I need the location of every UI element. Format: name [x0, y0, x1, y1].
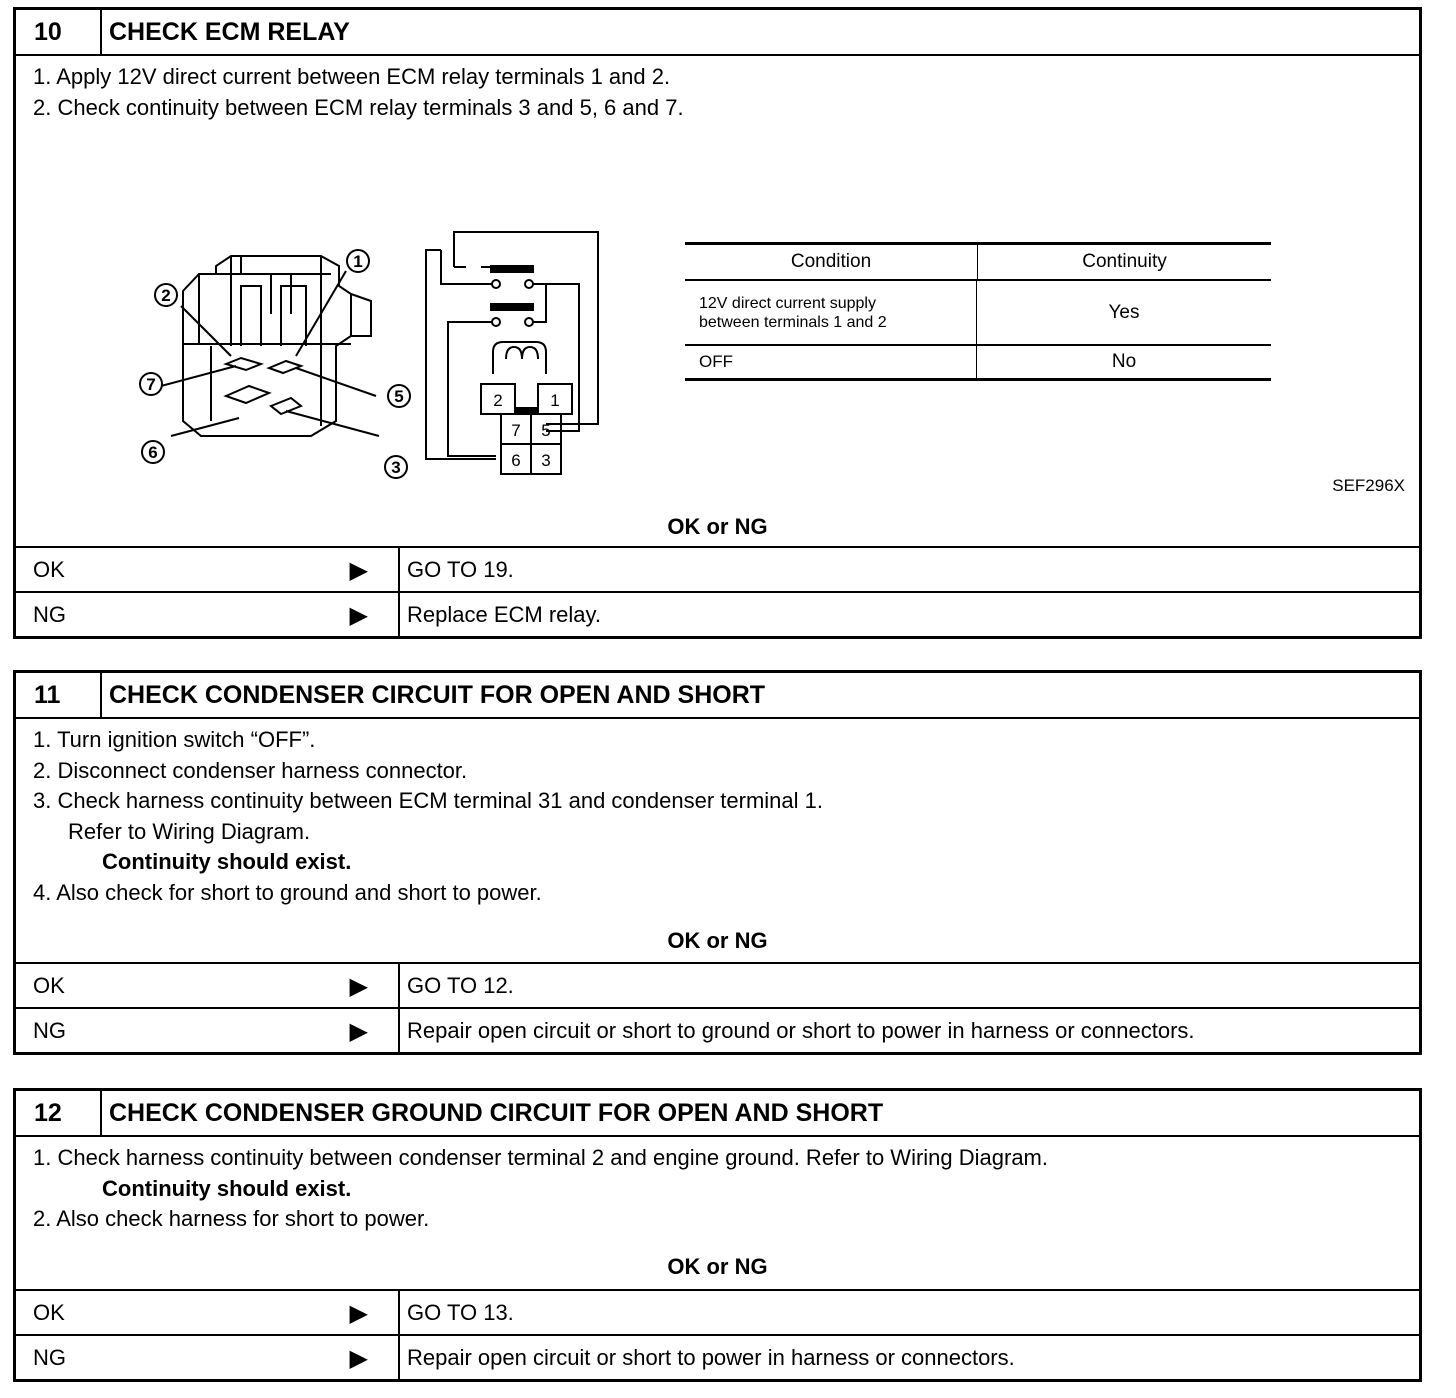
- instruction-spec: Continuity should exist.: [102, 849, 352, 874]
- instruction-item: 2. Check continuity between ECM relay terminals 3 and 5, 6 and 7.: [33, 94, 684, 120]
- step-title: CHECK ECM RELAY: [109, 18, 350, 46]
- table-header-continuity: Continuity: [1082, 251, 1167, 272]
- instruction-item: 3. Check harness continuity between ECM terminal 31 and condenser terminal 1.: [33, 788, 823, 813]
- callout-2: 2: [161, 286, 171, 305]
- ok-or-ng-label: OK or NG: [667, 1254, 768, 1279]
- ok-or-ng-label: OK or NG: [667, 514, 768, 539]
- instruction-spec: Continuity should exist.: [102, 1175, 352, 1201]
- callout-3: 3: [391, 458, 401, 477]
- callout-1: 1: [353, 252, 363, 271]
- callout-7: 7: [146, 375, 156, 394]
- result-label: OK: [33, 973, 65, 998]
- table-row: [685, 346, 1271, 381]
- table-header-condition: Condition: [685, 245, 978, 279]
- step-number: 12: [16, 1091, 102, 1135]
- instruction-item: 1. Check harness continuity between condenser terminal 2 and engine ground. Refer to Wiring Diagram.: [33, 1145, 1048, 1170]
- continuity-table: [685, 242, 1271, 381]
- instruction-list: [33, 62, 684, 123]
- condition-line: 12V direct current supply: [699, 295, 876, 312]
- result-row-ok: [16, 962, 1419, 1007]
- instruction-item: 2. Disconnect condenser harness connector.: [33, 757, 468, 783]
- condition-line: between terminals 1 and 2: [699, 314, 887, 331]
- relay-illustration: [121, 196, 421, 477]
- step-body: [16, 56, 1419, 546]
- arrow-right-icon: ▶: [349, 602, 368, 629]
- terminal-6: 6: [511, 451, 521, 470]
- result-row-ok: [16, 546, 1419, 591]
- arrow-right-icon: ▶: [349, 1018, 368, 1045]
- step-block-11: [13, 670, 1422, 1055]
- result-row-ng: [16, 1007, 1419, 1052]
- continuity-value: Yes: [1108, 302, 1140, 323]
- result-action: GO TO 19.: [407, 557, 514, 582]
- result-label: NG: [33, 1345, 66, 1370]
- instruction-item: 1. Turn ignition switch “OFF”.: [33, 727, 316, 752]
- arrow-right-icon: ▶: [349, 1345, 368, 1372]
- result-action: Repair open circuit or short to ground or short to power in harness or connectors.: [407, 1018, 1195, 1043]
- result-action: GO TO 12.: [407, 973, 514, 998]
- step-block-12: [13, 1088, 1422, 1382]
- instruction-list: [33, 1143, 1048, 1235]
- result-label: OK: [33, 1300, 65, 1325]
- instruction-item: Refer to Wiring Diagram.: [68, 818, 311, 844]
- terminal-3: 3: [541, 451, 551, 470]
- result-row-ng: [16, 1334, 1419, 1379]
- terminal-1: 1: [550, 391, 560, 410]
- callout-5: 5: [394, 387, 404, 406]
- step-body: [16, 1137, 1419, 1289]
- step-title: CHECK CONDENSER CIRCUIT FOR OPEN AND SHORT: [109, 681, 766, 709]
- step-block-10: [13, 7, 1422, 639]
- terminal-5: 5: [541, 421, 551, 440]
- step-header: [16, 10, 1419, 56]
- result-action: GO TO 13.: [407, 1300, 514, 1325]
- instruction-item: 4. Also check for short to ground and short to power.: [33, 879, 542, 905]
- result-label: NG: [33, 1018, 66, 1043]
- condition-line: OFF: [685, 346, 977, 378]
- result-label: NG: [33, 602, 66, 627]
- result-action: Replace ECM relay.: [407, 602, 601, 627]
- continuity-value: No: [1111, 351, 1137, 372]
- step-title: CHECK CONDENSER GROUND CIRCUIT FOR OPEN AND SHORT: [109, 1099, 884, 1127]
- instruction-list: [33, 725, 823, 908]
- ok-or-ng-label: OK or NG: [667, 928, 768, 953]
- result-action: Repair open circuit or short to power in harness or connectors.: [407, 1345, 1015, 1370]
- instruction-item: 1. Apply 12V direct current between ECM relay terminals 1 and 2.: [33, 64, 671, 89]
- result-label: OK: [33, 557, 65, 582]
- step-number: 10: [16, 10, 102, 54]
- step-number: 11: [16, 673, 102, 717]
- table-row: [685, 281, 1271, 346]
- result-row-ok: [16, 1289, 1419, 1334]
- terminal-7: 7: [511, 421, 521, 440]
- step-header: [16, 673, 1419, 719]
- step-body: [16, 719, 1419, 962]
- callout-6: 6: [148, 443, 158, 462]
- terminal-2: 2: [493, 391, 503, 410]
- step-header: [16, 1091, 1419, 1137]
- arrow-right-icon: ▶: [349, 973, 368, 1000]
- arrow-right-icon: ▶: [349, 557, 368, 584]
- instruction-item: 2. Also check harness for short to power.: [33, 1206, 430, 1231]
- relay-schematic: [421, 224, 611, 474]
- figure-reference: SEF296X: [1332, 476, 1405, 495]
- arrow-right-icon: ▶: [349, 1300, 368, 1327]
- result-row-ng: [16, 591, 1419, 636]
